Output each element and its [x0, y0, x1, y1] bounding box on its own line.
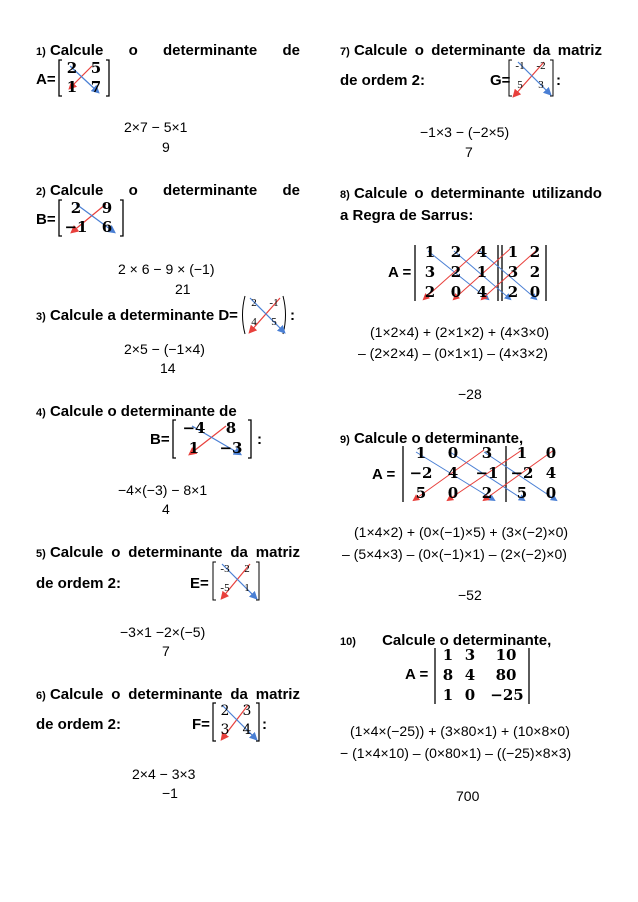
exercise-number: 10)	[340, 636, 356, 648]
exercise-number: 1)	[36, 46, 46, 58]
word: determinante	[163, 182, 258, 199]
matrix-cell: −1	[64, 218, 88, 236]
matrix-cell: 3	[538, 79, 544, 91]
calculation-negative: – (2×2×4) – (0×1×1) – (4×3×2)	[358, 345, 548, 361]
word: o	[128, 42, 138, 59]
exercise-number: 7)	[340, 46, 350, 58]
exercise-number: 9)	[340, 434, 350, 446]
matrix-cell: -1	[515, 60, 525, 72]
matrix-b	[58, 198, 124, 238]
result: 7	[465, 144, 473, 160]
calculation-negative: – (5×4×3) – (0×(−1)×1) – (2×(−2)×0)	[342, 546, 567, 562]
matrix-label: A=	[36, 71, 56, 88]
result: 700	[456, 788, 480, 804]
matrix-cell: −2	[409, 464, 433, 482]
result: 4	[162, 501, 170, 517]
matrix-cell: 10	[495, 646, 517, 664]
exercise-subtitle: de ordem 2:	[36, 575, 122, 592]
result: −52	[458, 587, 482, 603]
matrix-ext-cell: 1	[507, 243, 519, 261]
matrix-cell: 5	[90, 59, 102, 77]
calculation: −4×(−3) − 8×1	[118, 482, 208, 498]
calculation: −3×1 −2×(−5)	[120, 624, 206, 640]
matrix-cell: 5	[271, 316, 277, 328]
result: 21	[175, 281, 191, 297]
exercise-2-header	[36, 182, 300, 199]
colon: :	[556, 72, 561, 89]
calculation-positive: (1×2×4) + (2×1×2) + (4×3×0)	[370, 324, 550, 340]
matrix-cell: 0	[447, 484, 459, 502]
matrix-ext-cell: 0	[545, 484, 557, 502]
result: 7	[162, 643, 170, 659]
matrix-cell: 0	[447, 444, 459, 462]
exercise-title: Calcule o determinante de	[49, 403, 237, 420]
matrix-label: A =	[405, 666, 429, 683]
exercise-7-header	[340, 42, 602, 59]
matrix-cell: 5	[517, 79, 523, 91]
matrix-10	[434, 646, 530, 706]
matrix-ext-cell: 5	[516, 484, 528, 502]
word: da	[532, 42, 551, 59]
matrix-cell: 2	[244, 563, 250, 575]
matrix-cell: 8	[225, 419, 237, 437]
matrix-d	[240, 294, 288, 336]
matrix-cell: 1	[442, 686, 454, 704]
matrix-ext-cell: 0	[545, 444, 557, 462]
matrix-cell: 4	[251, 316, 257, 328]
exercise-title: Calcule o determinante,	[353, 430, 524, 447]
exercise-1-header	[36, 42, 300, 59]
matrix-cell: 3	[481, 444, 493, 462]
exercise-3-header	[36, 307, 238, 324]
matrix-cell: 0	[450, 283, 462, 301]
word: da	[230, 686, 248, 703]
exercise-subtitle: de ordem 2:	[36, 716, 122, 733]
exercise-number: 3)	[36, 311, 46, 323]
matrix-ext-cell: −2	[510, 464, 534, 482]
word: Calcule	[49, 544, 104, 561]
word: de	[282, 182, 300, 199]
word: o	[414, 42, 424, 59]
matrix-cell: −3	[219, 439, 243, 457]
matrix-cell: -5	[220, 582, 230, 594]
matrix-cell: 7	[90, 78, 102, 96]
matrix-g	[508, 58, 554, 98]
result: 14	[160, 360, 176, 376]
word: determinante	[128, 544, 223, 561]
matrix-cell: 4	[242, 722, 252, 738]
matrix-cell: 4	[464, 666, 476, 684]
matrix-cell: 1	[476, 263, 488, 281]
exercise-8-header	[340, 185, 602, 202]
matrix-label: B=	[150, 431, 170, 448]
matrix-cell: 2	[424, 283, 436, 301]
matrix-sarrus-9	[402, 444, 566, 504]
word: matriz	[255, 544, 300, 561]
calculation: −1×3 − (−2×5)	[420, 124, 510, 140]
matrix-cell: -3	[220, 563, 230, 575]
matrix-ext-cell: 2	[529, 243, 541, 261]
matrix-label: A =	[388, 264, 412, 281]
matrix-cell: 9	[101, 199, 113, 217]
word: determinante	[128, 686, 223, 703]
matrix-label: B=	[36, 211, 56, 228]
word: utilizando	[531, 185, 602, 202]
matrix-cell: 4	[476, 283, 488, 301]
calculation: 2×7 − 5×1	[124, 119, 188, 135]
matrix-cell: 1	[188, 439, 200, 457]
matrix-label: G=	[490, 72, 511, 89]
exercise-subtitle: a Regra de Sarrus:	[340, 207, 474, 224]
calculation-positive: (1×4×2) + (0×(−1)×5) + (3×(−2)×0)	[354, 524, 569, 540]
word: Calcule	[49, 686, 104, 703]
calculation: 2×4 − 3×3	[132, 766, 196, 782]
matrix-cell: -1	[269, 297, 279, 309]
matrix-b4	[172, 418, 252, 460]
matrix-cell: 2	[450, 243, 462, 261]
matrix-ext-cell: 2	[507, 283, 519, 301]
word: matriz	[557, 42, 602, 59]
exercise-number: 5)	[36, 548, 46, 560]
matrix-ext-cell: 4	[545, 464, 557, 482]
result: −28	[458, 386, 482, 402]
matrix-cell: 1	[442, 646, 454, 664]
colon: :	[262, 716, 267, 733]
exercise-title: Calcule a determinante D=	[49, 307, 238, 324]
word: Calcule	[49, 182, 104, 199]
matrix-cell: 1	[66, 78, 78, 96]
colon: :	[290, 307, 295, 324]
exercise-subtitle: de ordem 2:	[340, 72, 426, 89]
word: determinante	[163, 42, 258, 59]
exercise-number: 6)	[36, 690, 46, 702]
calculation: 2×5 − (−1×4)	[124, 341, 205, 357]
matrix-sarrus-8	[414, 243, 548, 303]
matrix-cell: 5	[415, 484, 427, 502]
matrix-cell: 2	[66, 59, 78, 77]
matrix-cell: 6	[101, 218, 113, 236]
matrix-cell: 4	[447, 464, 459, 482]
word: determinante	[431, 42, 526, 59]
matrix-ext-cell: 3	[507, 263, 519, 281]
matrix-a	[58, 58, 110, 98]
matrix-cell: 2	[481, 484, 493, 502]
exercise-6-header	[36, 686, 300, 703]
matrix-label: E=	[190, 575, 209, 592]
exercise-number: 2)	[36, 186, 46, 198]
matrix-cell: 2	[251, 297, 257, 309]
matrix-ext-cell: 1	[516, 444, 528, 462]
word: Calcule	[49, 42, 104, 59]
matrix-cell: 2	[220, 703, 230, 719]
exercise-title: Calcule o determinante,	[382, 632, 552, 649]
exercise-5-header	[36, 544, 300, 561]
matrix-ext-cell: 0	[529, 283, 541, 301]
matrix-cell: 3	[464, 646, 476, 664]
exercise-number: 4)	[36, 407, 46, 419]
word: matriz	[255, 686, 300, 703]
word: de	[282, 42, 300, 59]
calculation: 2 × 6 − 9 × (−1)	[118, 261, 215, 277]
matrix-f	[212, 701, 260, 743]
word: Calcule	[353, 185, 408, 202]
matrix-cell: 80	[495, 666, 517, 684]
word: o	[414, 185, 424, 202]
matrix-cell: −25	[490, 686, 524, 704]
result: 9	[162, 139, 170, 155]
matrix-cell: 4	[476, 243, 488, 261]
matrix-cell: 2	[450, 263, 462, 281]
matrix-cell: −1	[475, 464, 499, 482]
matrix-label: F=	[192, 716, 210, 733]
matrix-cell: 8	[442, 666, 454, 684]
calculation-negative: − (1×4×10) – (0×80×1) – ((−25)×8×3)	[340, 745, 572, 761]
matrix-cell: 3	[424, 263, 436, 281]
calculation-positive: (1×4×(−25)) + (3×80×1) + (10×8×0)	[350, 723, 570, 739]
matrix-label: A =	[372, 466, 396, 483]
word: o	[111, 686, 121, 703]
word: da	[230, 544, 248, 561]
word: o	[128, 182, 138, 199]
matrix-cell: 1	[415, 444, 427, 462]
matrix-cell: 3	[242, 703, 252, 719]
word: o	[111, 544, 121, 561]
matrix-cell: 1	[424, 243, 436, 261]
matrix-cell: -2	[536, 60, 546, 72]
result: −1	[162, 785, 178, 801]
colon: :	[257, 431, 262, 448]
matrix-cell: 2	[70, 199, 82, 217]
word: Calcule	[353, 42, 408, 59]
matrix-e	[212, 560, 260, 602]
matrix-ext-cell: 2	[529, 263, 541, 281]
matrix-cell: 0	[464, 686, 476, 704]
exercise-number: 8)	[340, 189, 350, 201]
word: determinante	[430, 185, 525, 202]
matrix-cell: 3	[220, 722, 230, 738]
matrix-cell: 1	[244, 582, 250, 594]
matrix-cell: −4	[182, 419, 206, 437]
